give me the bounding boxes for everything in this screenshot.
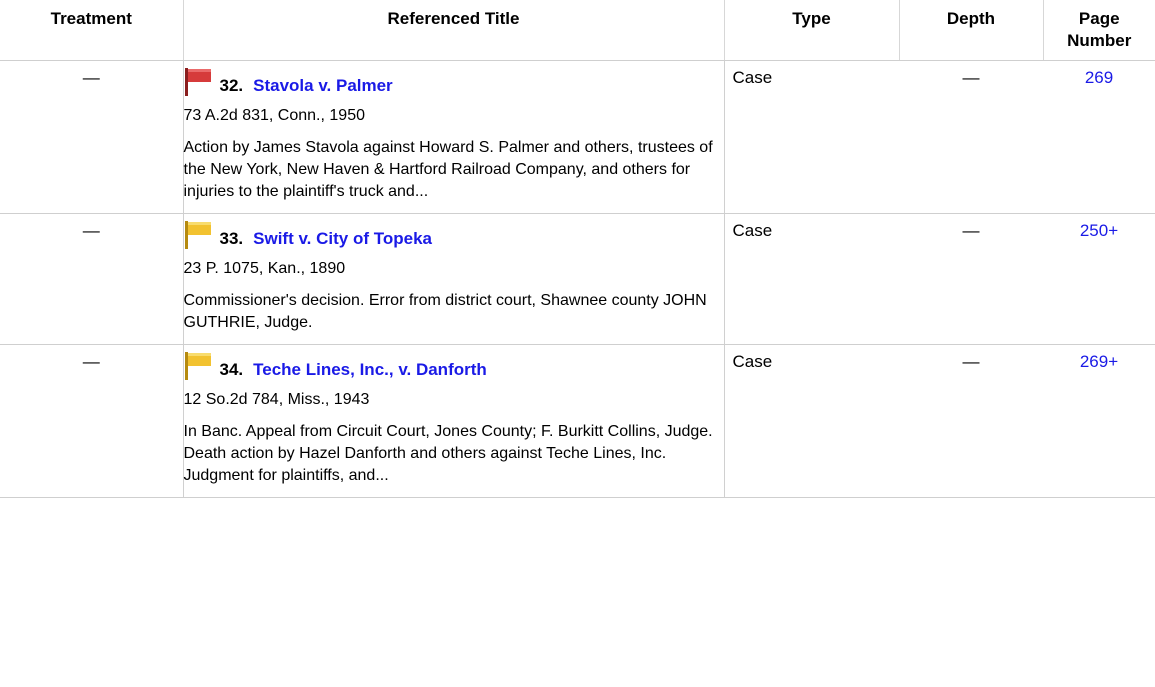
reference-title-link[interactable]: Stavola v. Palmer: [253, 75, 393, 95]
yellow-flag-icon: [184, 351, 214, 381]
column-header-type[interactable]: Type: [724, 0, 899, 60]
table-header-row: [0, 0, 1155, 60]
referenced-title-cell: [183, 60, 724, 213]
reference-title-link[interactable]: Teche Lines, Inc., v. Danforth: [253, 359, 487, 379]
table-row: [0, 60, 1155, 213]
page-number-link[interactable]: 250+: [1079, 220, 1119, 240]
reference-number: 33.: [219, 228, 244, 248]
referenced-title-cell: [183, 213, 724, 344]
page-number-cell: [1043, 213, 1155, 344]
depth-cell: —: [899, 344, 1043, 497]
treatment-cell: —: [0, 60, 183, 213]
title-line: [184, 351, 716, 381]
title-line: [184, 220, 716, 250]
reference-number: 32.: [219, 75, 244, 95]
column-header-treatment[interactable]: Treatment: [0, 0, 183, 60]
page-number-link[interactable]: 269: [1084, 67, 1114, 87]
page-header-line2: Number: [1067, 31, 1132, 50]
citation-text: 73 A.2d 831, Conn., 1950: [183, 106, 365, 124]
page-number-cell: [1043, 344, 1155, 497]
table-row: [0, 344, 1155, 497]
column-header-depth[interactable]: Depth: [899, 0, 1043, 60]
depth-cell: —: [899, 213, 1043, 344]
treatment-cell: —: [0, 213, 183, 344]
page-header-line1: Page: [1078, 9, 1120, 28]
title-line: [184, 67, 716, 97]
summary-text: In Banc. Appeal from Circuit Court, Jones County; F. Burkitt Collins, Judge. Death action by Hazel Danforth and others against Teche Lines, Inc. Judgment for plaintiffs, and...: [183, 422, 713, 484]
referenced-title-cell: [183, 344, 724, 497]
page-number-cell: [1043, 60, 1155, 213]
depth-cell: —: [899, 60, 1043, 213]
citation-text: 12 So.2d 784, Miss., 1943: [183, 390, 370, 408]
red-flag-icon: [184, 67, 214, 97]
table-row: [0, 213, 1155, 344]
column-header-referenced-title[interactable]: Referenced Title: [183, 0, 724, 60]
reference-number: 34.: [219, 359, 244, 379]
page-number-link[interactable]: 269+: [1079, 351, 1119, 371]
reference-title-link[interactable]: Swift v. City of Topeka: [253, 228, 432, 248]
yellow-flag-icon: [184, 220, 214, 250]
type-cell: Case: [724, 213, 899, 344]
citation-text: 23 P. 1075, Kan., 1890: [183, 259, 346, 277]
summary-text: Action by James Stavola against Howard S. Palmer and others, trustees of the New York, New Haven & Hartford Railroad Company, and others for injuries to the plaintiff's truck and...: [183, 138, 713, 200]
column-header-page-number[interactable]: [1043, 0, 1155, 60]
type-cell: Case: [724, 60, 899, 213]
treatment-cell: —: [0, 344, 183, 497]
summary-text: Commissioner's decision. Error from district court, Shawnee county JOHN GUTHRIE, Judge.: [183, 291, 707, 331]
type-cell: Case: [724, 344, 899, 497]
